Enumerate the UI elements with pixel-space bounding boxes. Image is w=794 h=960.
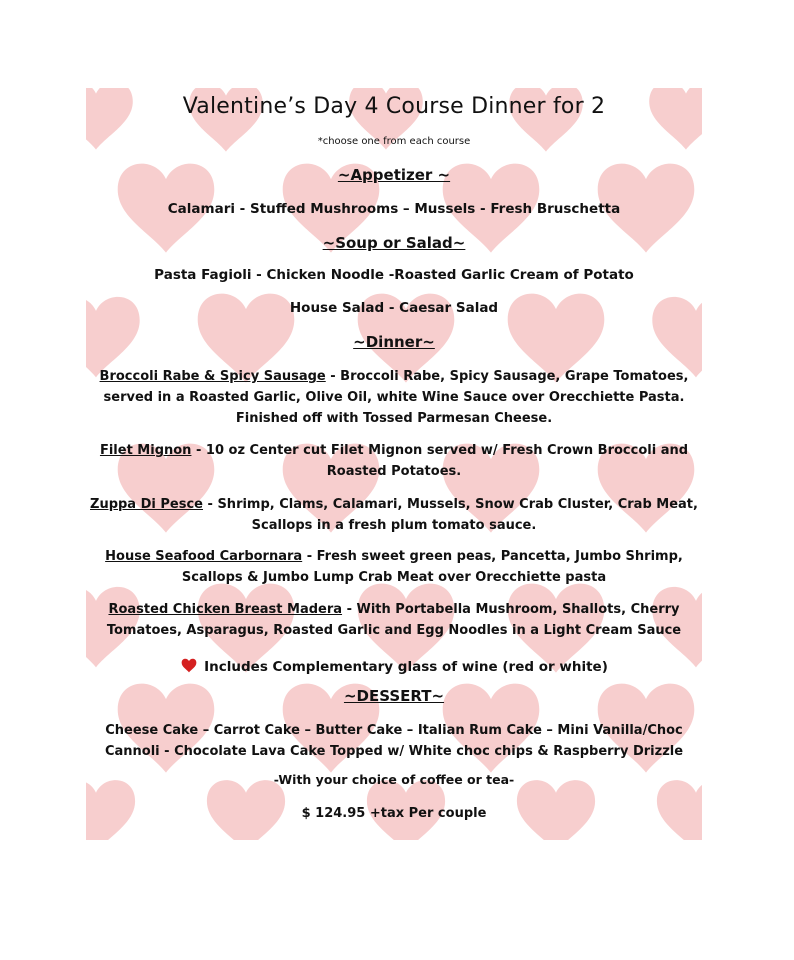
- menu-flyer: [86, 88, 702, 840]
- dinner-item-desc: - 10 oz Center cut Filet Mignon served w/ Fresh Crown Broccoli and Roasted Potatoes.: [191, 443, 689, 479]
- price: $ 124.95 +tax Per couple: [301, 806, 487, 821]
- appetizer-heading: [86, 166, 702, 184]
- dessert-heading: [86, 687, 702, 705]
- appetizer-heading-text: ~Appetizer ~: [337, 166, 451, 184]
- wine-note: [86, 657, 702, 675]
- dinner-item-name: Filet Mignon: [99, 443, 192, 458]
- dinner-item-desc: - Shrimp, Clams, Calamari, Mussels, Snow Crab Cluster, Crab Meat, Scallops in a fresh plum tomato sauce.: [203, 497, 698, 533]
- dinner-item: [88, 599, 700, 641]
- heart-icon: [180, 657, 198, 673]
- dinner-item: [88, 546, 700, 588]
- soup-salad-heading-text: ~Soup or Salad~: [322, 234, 466, 252]
- choose-note: *choose one from each course: [317, 136, 471, 147]
- dinner-item-name: Zuppa Di Pesce: [90, 497, 203, 512]
- dinner-item-name: Broccoli Rabe & Spicy Sausage: [99, 369, 326, 384]
- soup-salad-heading: [86, 234, 702, 252]
- dinner-item: [92, 440, 696, 482]
- salad-items: House Salad - Caesar Salad: [289, 300, 499, 316]
- coffee-note: -With your choice of coffee or tea-: [273, 772, 515, 787]
- dessert-heading-text: ~DESSERT~: [343, 687, 445, 705]
- dinner-item-desc: - With Portabella Mushroom, Shallots, Cherry Tomatoes, Asparagus, Roasted Garlic and Egg Noodles in a Light Cream Sauce: [106, 602, 682, 638]
- wine-note-text: Includes Complementary glass of wine (red or white): [204, 659, 608, 675]
- dinner-heading: [86, 333, 702, 351]
- dinner-item-desc: - Fresh sweet green peas, Pancetta, Jumbo Shrimp, Scallops & Jumbo Lump Crab Meat over Orecchiette pasta: [181, 549, 683, 585]
- dinner-item: [88, 494, 700, 536]
- page-title: Valentine’s Day 4 Course Dinner for 2: [182, 94, 606, 119]
- dinner-heading-text: ~Dinner~: [353, 333, 435, 351]
- dessert-items: Cheese Cake – Carrot Cake – Butter Cake – Italian Rum Cake – Mini Vanilla/Choc Cannoli - Chocolate Lava Cake Topped w/ White choc chips & Raspberry Drizzle: [104, 723, 684, 759]
- dinner-item-name: House Seafood Carbornara: [105, 549, 303, 564]
- dinner-item-desc: - Broccoli Rabe, Spicy Sausage, Grape Tomatoes, served in a Roasted Garlic, Olive Oil, white Wine Sauce over Orecchiette Pasta. Finished off with Tossed Parmesan Cheese.: [103, 369, 689, 426]
- soup-items: Pasta Fagioli - Chicken Noodle -Roasted Garlic Cream of Potato: [154, 267, 634, 283]
- appetizer-items: Calamari - Stuffed Mushrooms – Mussels - Fresh Bruschetta: [167, 201, 621, 217]
- dinner-item-name: Roasted Chicken Breast Madera: [108, 602, 343, 617]
- dinner-item: [88, 366, 700, 429]
